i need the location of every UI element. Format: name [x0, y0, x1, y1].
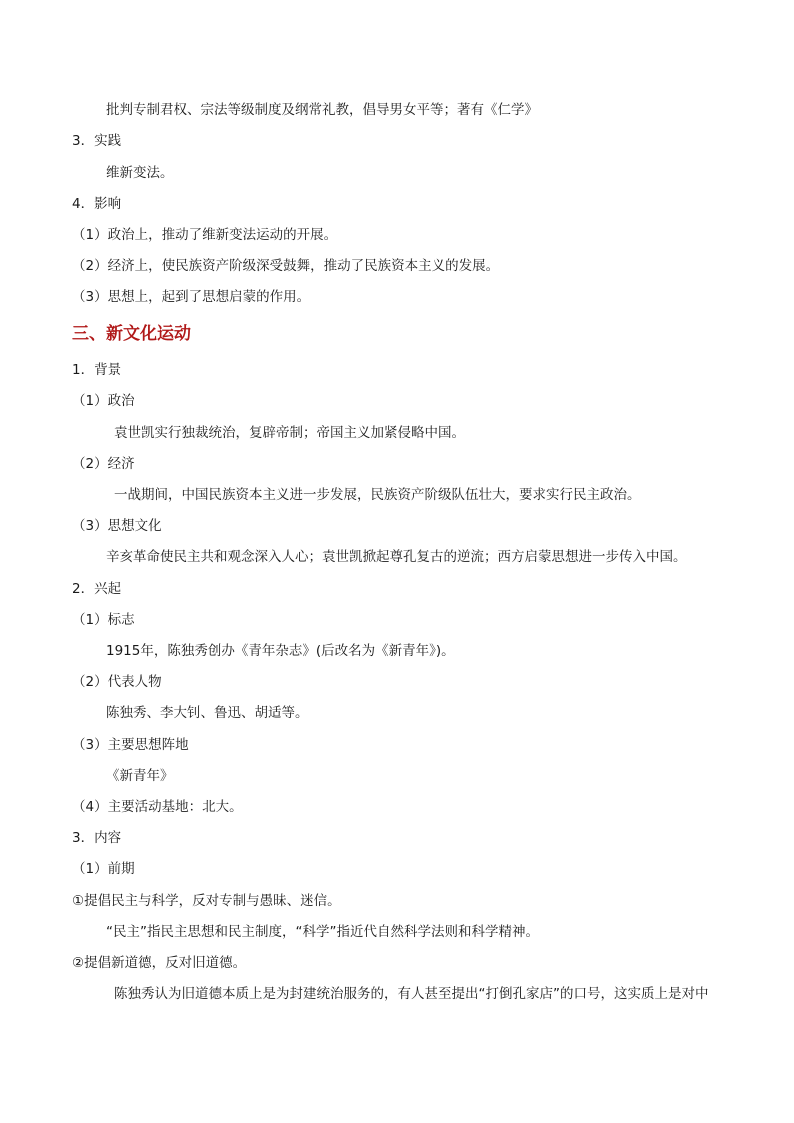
numbered-heading: 3．实践	[72, 133, 122, 149]
text-line: 辛亥革命使民主共和观念深入人心；袁世凯掀起尊孔复古的逆流；西方启蒙思想进一步传入中国。	[106, 549, 687, 565]
list-item: ②提倡新道德，反对旧道德。	[72, 955, 247, 971]
text-line: 1915年，陈独秀创办《青年杂志》(后改名为《新青年》)。	[106, 643, 455, 659]
sub-item: （2）经济上，使民族资产阶级深受鼓舞，推动了民族资本主义的发展。	[72, 258, 500, 274]
text-line: 袁世凯实行独裁统治，复辟帝制；帝国主义加紧侵略中国。	[114, 425, 465, 441]
section-heading: 三、新文化运动	[72, 324, 191, 344]
numbered-heading: 1．背景	[72, 362, 122, 378]
text-line: “民主”指民主思想和民主制度，“科学”指近代自然科学法则和科学精神。	[106, 924, 539, 940]
text-line: 维新变法。	[106, 165, 174, 181]
list-item: ①提倡民主与科学，反对专制与愚昧、迷信。	[72, 893, 341, 909]
sub-item: （4）主要活动基地：北大。	[72, 799, 243, 815]
sub-item: （3）主要思想阵地	[72, 737, 189, 753]
sub-item: （1）前期	[72, 861, 135, 877]
numbered-heading: 2．兴起	[72, 581, 122, 597]
sub-item: （2）经济	[72, 456, 135, 472]
sub-item: （3）思想文化	[72, 518, 162, 534]
numbered-heading: 4．影响	[72, 196, 122, 212]
sub-item: （1）标志	[72, 612, 135, 628]
sub-item: （2）代表人物	[72, 674, 162, 690]
sub-item: （1）政治	[72, 393, 135, 409]
text-line: 一战期间，中国民族资本主义进一步发展，民族资产阶级队伍壮大，要求实行民主政治。	[114, 487, 641, 503]
text-line: 批判专制君权、宗法等级制度及纲常礼教，倡导男女平等；著有《仁学》	[106, 102, 538, 118]
sub-item: （1）政治上，推动了维新变法运动的开展。	[72, 227, 338, 243]
numbered-heading: 3．内容	[72, 830, 122, 846]
text-line: 《新青年》	[106, 768, 174, 784]
text-line: 陈独秀认为旧道德本质上是为封建统治服务的，有人甚至提出“打倒孔家店”的口号，这实质上是对中	[114, 986, 709, 1002]
sub-item: （3）思想上，起到了思想启蒙的作用。	[72, 289, 311, 305]
text-line: 陈独秀、李大钊、鲁迅、胡适等。	[106, 705, 309, 721]
